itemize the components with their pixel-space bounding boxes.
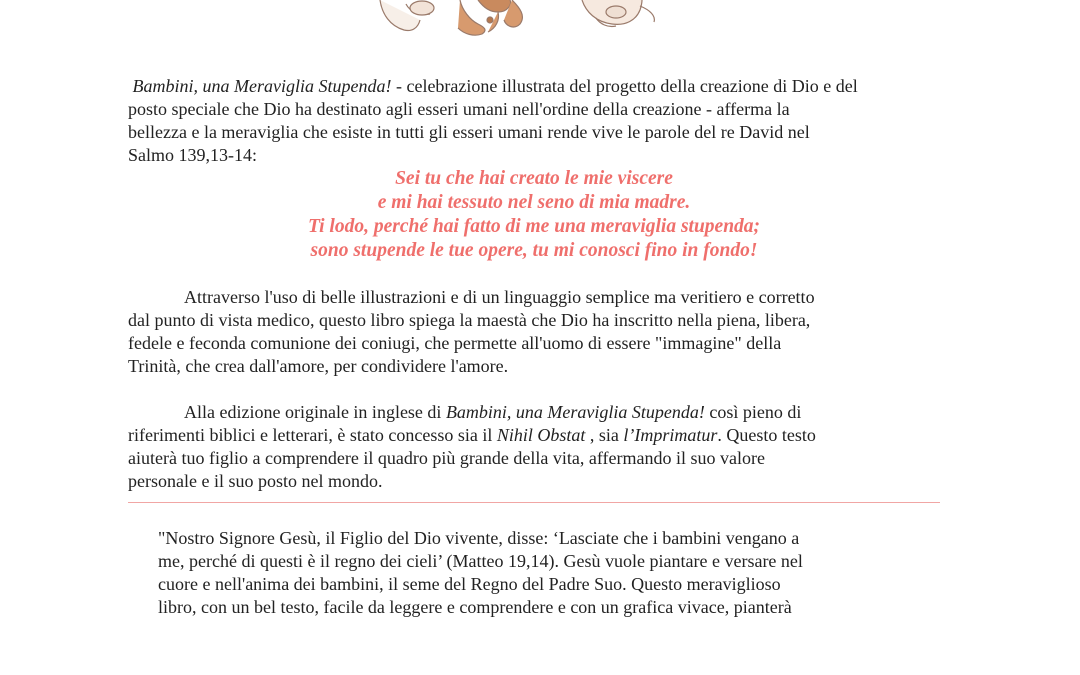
- p2-line-2: dal punto di vista medico, questo libro spiega la maestà che Dio ha inscritto nella piena, libera,: [128, 310, 811, 330]
- p2-line-1: Attraverso l'uso di belle illustrazioni e di un linguaggio semplice ma veritiero e corretto: [184, 287, 815, 307]
- psalm-line-3: Ti lodo, perché hai fatto di me una meraviglia stupenda;: [307, 216, 761, 237]
- p3-nihil-obstat: Nihil Obstat: [496, 425, 586, 445]
- psalm-quote: [128, 167, 940, 263]
- testimonial-quote: [128, 527, 940, 619]
- p3-text-a: Alla edizione originale in inglese di: [184, 402, 446, 422]
- p3-line-4: personale e il suo posto nel mondo.: [128, 471, 383, 491]
- p3-text-c: così pieno di: [704, 402, 802, 422]
- p3-text-h: . Questo testo: [717, 425, 816, 445]
- illustrations-paragraph: [128, 286, 940, 378]
- edition-paragraph: [128, 401, 940, 493]
- quote-line-4: libro, con un bel testo, facile da leggere e comprendere e con un grafica vivace, pianterà: [158, 597, 792, 617]
- psalm-line-1: Sei tu che hai creato le mie viscere: [395, 168, 673, 189]
- p3-imprimatur: l’Imprimatur: [623, 425, 718, 445]
- intro-line-1: - celebrazione illustrata del progetto della creazione di Dio e del: [391, 76, 858, 96]
- intro-line-3: bellezza e la meraviglia che esiste in tutti gli esseri umani rende vive le parole del re David nel: [128, 122, 810, 142]
- psalm-line-2: e mi hai tessuto nel seno di mia madre.: [377, 192, 691, 213]
- p3-text-f: , sia: [585, 425, 624, 445]
- book-title: Bambini, una Meraviglia Stupenda!: [132, 76, 392, 96]
- main-content: [128, 75, 940, 619]
- p3-line-3: aiuterà tuo figlio a comprendere il quadro più grande della vita, affermando il suo valore: [128, 448, 765, 468]
- quote-line-1: "Nostro Signore Gesù, il Figlio del Dio vivente, disse: ‘Lasciate che i bambini vengano a: [158, 528, 800, 548]
- intro-line-4: Salmo 139,13-14:: [128, 145, 257, 165]
- intro-line-2: posto speciale che Dio ha destinato agli esseri umani nell'ordine della creazione - afferma la: [128, 99, 790, 119]
- babies-illustration-icon: [360, 0, 720, 38]
- quote-line-3: cuore e nell'anima dei bambini, il seme del Regno del Padre Suo. Questo meraviglioso: [158, 574, 781, 594]
- p2-line-4: Trinità, che crea dall'amore, per condividere l'amore.: [128, 356, 509, 376]
- p3-text-d: riferimenti biblici e letterari, è stato concesso sia il: [128, 425, 497, 445]
- quote-line-2: me, perché di questi è il regno dei cieli’ (Matteo 19,14). Gesù vuole piantare e versare nel: [158, 551, 803, 571]
- p3-book-title: Bambini, una Meraviglia Stupenda!: [445, 402, 705, 422]
- intro-paragraph: [128, 75, 940, 167]
- p2-line-3: fedele e feconda comunione dei coniugi, che permette all'uomo di essere "immagine" della: [128, 333, 782, 353]
- psalm-line-4: sono stupende le tue opere, tu mi conosci fino in fondo!: [310, 240, 758, 261]
- section-divider: [128, 502, 940, 503]
